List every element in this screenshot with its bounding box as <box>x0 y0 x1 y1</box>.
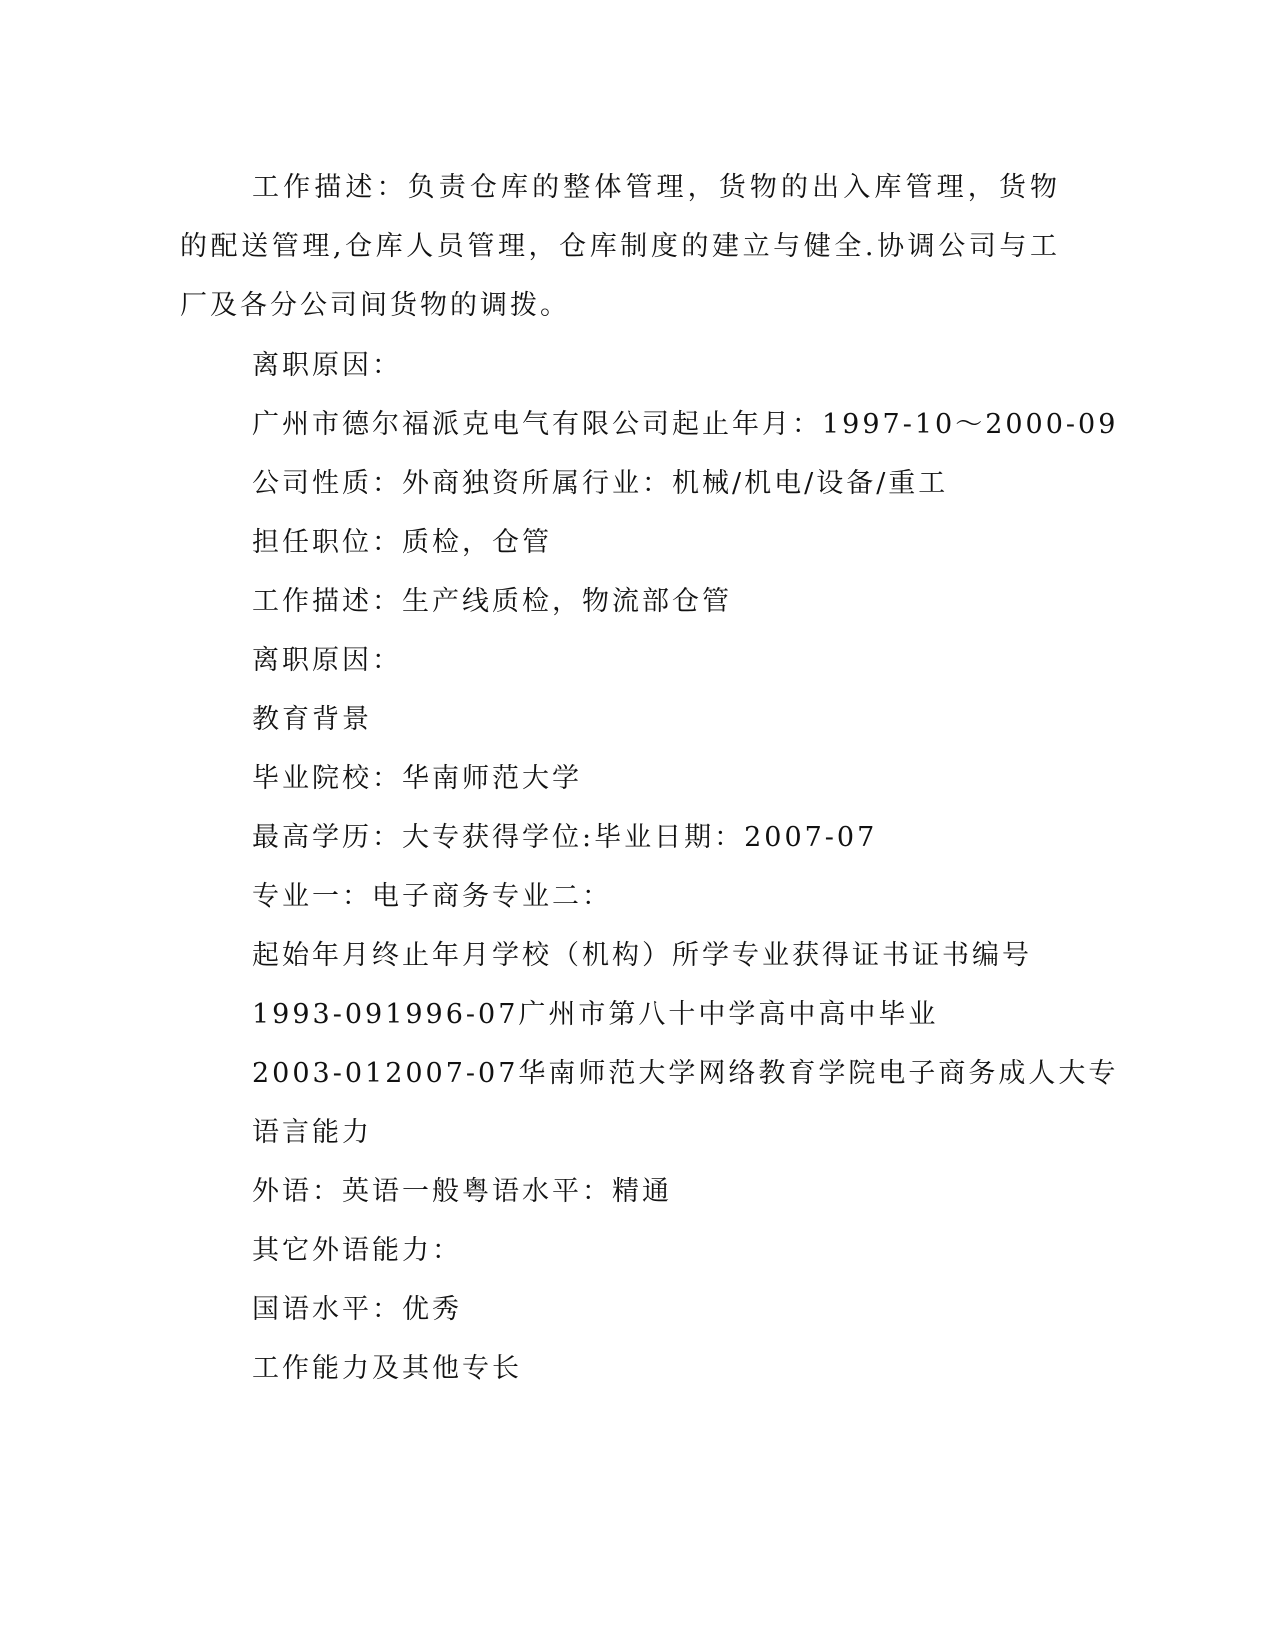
highest-degree-line: 最高学历：大专获得学位:毕业日期：2007-07 <box>252 822 878 853</box>
language-heading: 语言能力 <box>252 1117 372 1148</box>
mandarin-line: 国语水平：优秀 <box>252 1294 462 1325</box>
education-table-header: 起始年月终止年月学校（机构）所学专业获得证书证书编号 <box>252 940 1032 971</box>
position-line: 担任职位：质检，仓管 <box>252 527 552 558</box>
company-nature-line: 公司性质：外商独资所属行业：机械/机电/设备/重工 <box>252 468 949 499</box>
graduate-school-line: 毕业院校：华南师范大学 <box>252 763 582 794</box>
leave-reason-line-2: 离职原因： <box>252 645 402 676</box>
other-language-line: 其它外语能力： <box>252 1235 462 1266</box>
education-row-1: 1993-091996-07广州市第八十中学高中高中毕业 <box>252 999 939 1030</box>
resume-lines <box>252 336 1119 1398</box>
company-line: 广州市德尔福派克电气有限公司起止年月：1997-10～2000-09 <box>252 409 1119 440</box>
foreign-language-line: 外语：英语一般粤语水平：精通 <box>252 1176 672 1207</box>
major-line: 专业一：电子商务专业二： <box>252 881 612 912</box>
education-row-2: 2003-012007-07华南师范大学网络教育学院电子商务成人大专 <box>252 1058 1119 1089</box>
job-description-paragraph: 工作描述：负责仓库的整体管理，货物的出入库管理，货物的配送管理,仓库人员管理，仓库制度的建立与健全.协调公司与工厂及各分公司间货物的调拨。 <box>180 172 1060 321</box>
job-description-line: 工作描述：生产线质检，物流部仓管 <box>252 586 732 617</box>
leave-reason-line-1: 离职原因： <box>252 350 402 381</box>
education-heading: 教育背景 <box>252 704 372 735</box>
skills-heading: 工作能力及其他专长 <box>252 1353 522 1384</box>
